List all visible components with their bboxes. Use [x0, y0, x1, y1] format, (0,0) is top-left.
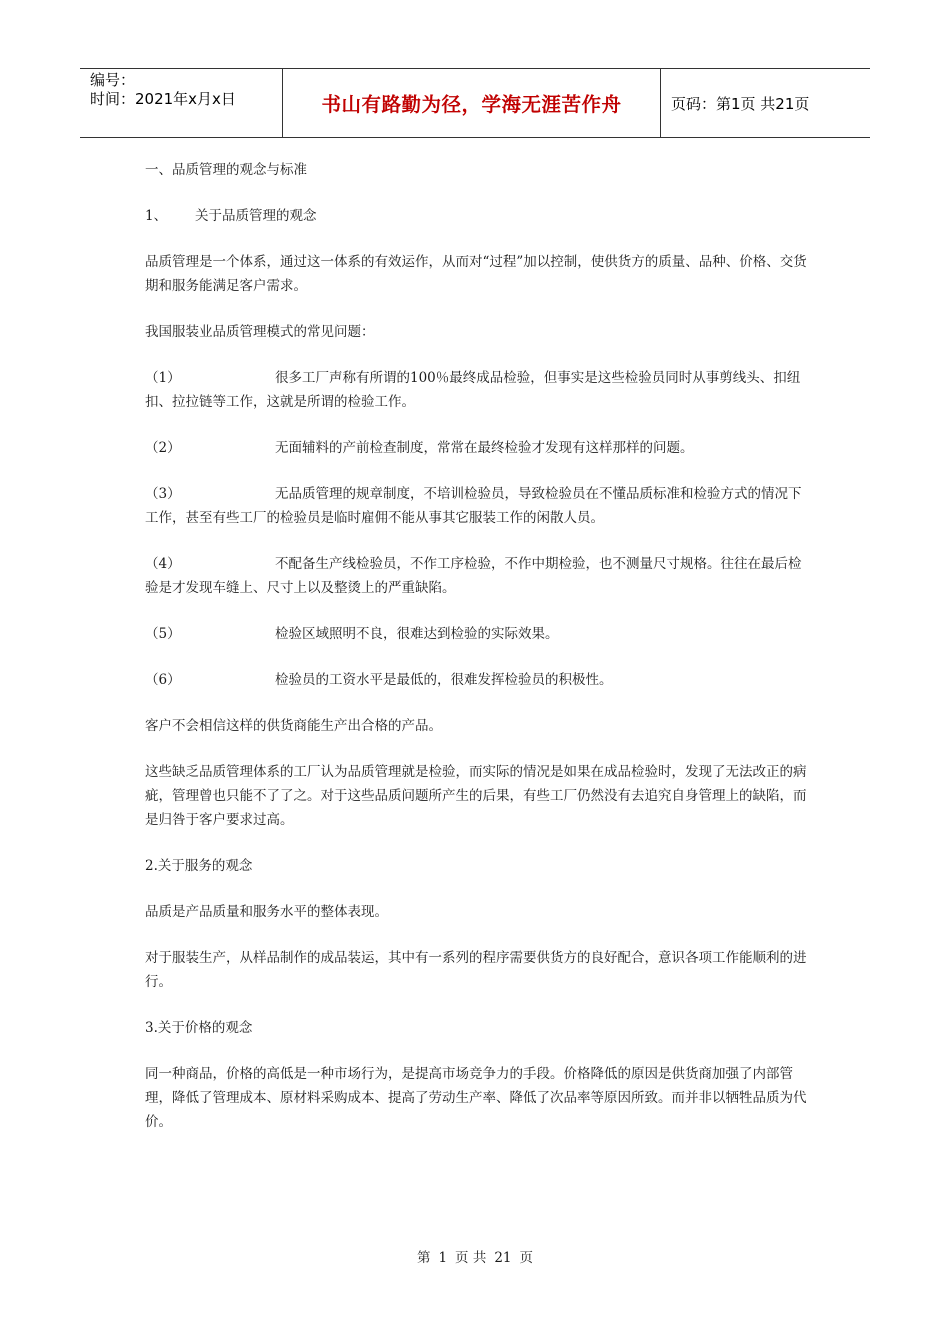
paragraph: 对于服装生产，从样品制作的成品装运，其中有一系列的程序需要供货方的良好配合，意识各项工作能顺利的进行。: [145, 950, 807, 990]
footer-page-total: 21: [494, 1250, 512, 1266]
paragraph: 品质是产品质量和服务水平的整体表现。: [145, 904, 388, 920]
list-item: [145, 482, 811, 530]
document-body: [145, 158, 811, 1134]
footer-suffix: 页: [519, 1250, 534, 1266]
header-meta: [80, 69, 283, 137]
list-item-text: 检验区域照明不良，很难达到检验的实际效果。: [275, 626, 559, 642]
header-motto-cell: [283, 69, 661, 137]
header-motto: 书山有路勤为径，学海无涯苦作舟: [321, 93, 622, 116]
list-item: [145, 366, 811, 414]
date-label: 时间：2021年x月x日: [90, 90, 236, 108]
paragraph: 我国服装业品质管理模式的常见问题：: [145, 324, 375, 340]
footer-page-number: 1: [438, 1250, 448, 1266]
list-item-number: （4）: [145, 556, 181, 572]
subsection-heading-3: 3.关于价格的观念: [145, 1020, 253, 1036]
list-item-text: 很多工厂声称有所谓的100％最终成品检验，但事实是这些检验员同时从事剪线头、扣纽扣、拉拉链等工作，这就是所谓的检验工作。: [145, 370, 801, 410]
footer-mid: 页 共: [455, 1250, 487, 1266]
list-item-number: （6）: [145, 672, 181, 688]
list-item-text: 无品质管理的规章制度，不培训检验员，导致检验员在不懂品质标准和检验方式的情况下工作，甚至有些工厂的检验员是临时雇佣不能从事其它服装工作的闲散人员。: [145, 486, 802, 526]
paragraph: 客户不会相信这样的供货商能生产出合格的产品。: [145, 718, 442, 734]
section-title: 一、品质管理的观念与标准: [145, 162, 307, 178]
list-item-text: 不配备生产线检验员，不作工序检验，不作中期检验，也不测量尺寸规格。往往在最后检验是才发现车缝上、尺寸上以及整烫上的严重缺陷。: [145, 556, 802, 596]
code-label: 编号：: [90, 71, 136, 89]
header-page-info-cell: [661, 69, 870, 137]
list-item-number: （3）: [145, 486, 181, 502]
page-footer: [0, 1246, 950, 1266]
list-item-number: （2）: [145, 440, 181, 456]
list-item-number: （5）: [145, 626, 181, 642]
list-item: [145, 622, 811, 646]
list-item-number: （1）: [145, 370, 181, 386]
page-header: [80, 68, 870, 138]
paragraph: 品质管理是一个体系，通过这一体系的有效运作，从而对“过程”加以控制，使供货方的质量、品种、价格、交货期和服务能满足客户需求。: [145, 254, 807, 294]
subsection-heading-2: 2.关于服务的观念: [145, 858, 253, 874]
subsection-title: 关于品质管理的观念: [195, 208, 317, 224]
footer-prefix: 第: [416, 1250, 431, 1266]
subsection-heading-1: [145, 204, 811, 228]
subsection-number: 1、: [145, 208, 168, 224]
list-item-text: 无面辅料的产前检查制度，常常在最终检验才发现有这样那样的问题。: [275, 440, 694, 456]
list-item: [145, 668, 811, 692]
paragraph: 同一种商品，价格的高低是一种市场行为，是提高市场竞争力的手段。价格降低的原因是供货商加强了内部管理，降低了管理成本、原材料采购成本、提高了劳动生产率、降低了次品率等原因所致。而并非以牺牲品质为代价。: [145, 1066, 807, 1130]
list-item: [145, 552, 811, 600]
paragraph: 这些缺乏品质管理体系的工厂认为品质管理就是检验，而实际的情况是如果在成品检验时，发现了无法改正的病疵，管理曾也只能不了了之。对于这些品质问题所产生的后果，有些工厂仍然没有去追究自身管理上的缺陷，而是归咎于客户要求过高。: [145, 764, 807, 828]
list-item: [145, 436, 811, 460]
header-page-info: 页码：第1页 共21页: [671, 94, 810, 113]
list-item-text: 检验员的工资水平是最低的，很难发挥检验员的积极性。: [275, 672, 613, 688]
